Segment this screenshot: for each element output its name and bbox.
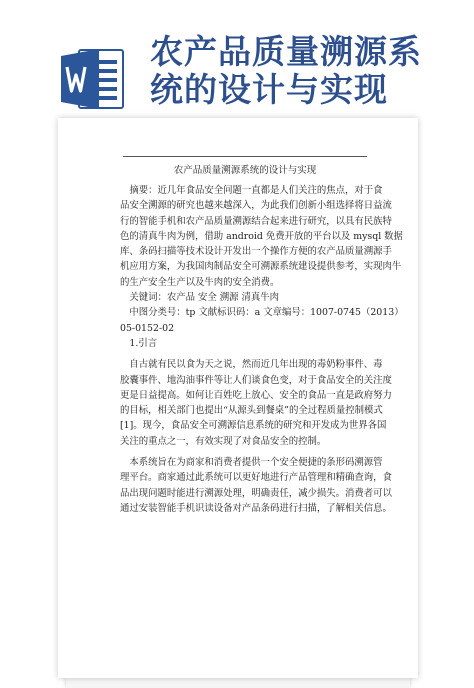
document-body: [120, 183, 404, 516]
system-line: 品出现问题时能进行溯源处理，明确责任，减少损失。消费者可以: [120, 487, 392, 499]
system-line: 理平台。商家通过此系统可以更好地进行产品管理和精确查询，食: [120, 472, 392, 484]
abstract-line: 品安全溯源的研究也越来越深入，为此我们创新小组选择将日益流: [120, 200, 392, 212]
abstract-line: 行的智能手机和农产品质量溯源结合起来进行研究，以具有民族特: [120, 215, 392, 227]
system-line: 本系统旨在为商家和消费者提供一个安全便捷的条形码溯源管: [120, 457, 383, 469]
document-title: 农产品质量溯源系统的设计与实现: [173, 165, 317, 176]
header-banner: [0, 0, 474, 110]
section-heading: 1.引言: [120, 337, 158, 349]
abstract-line: 的生产安全生产以及牛肉的安全消费。: [120, 276, 280, 288]
header-rule: [123, 156, 367, 157]
classification-line: 中图分类号：tp 文献标识码：a 文章编号：1007-0745（2013）: [120, 307, 404, 319]
abstract-line: 摘要：近几年食品安全问题一直都是人们关注的焦点，对于食: [120, 185, 383, 196]
banner-title-line-2: 统的设计与实现: [150, 70, 388, 109]
keywords-line: 关键词：农产品 安全 溯源 清真牛肉: [120, 292, 279, 304]
classification-line: 05-0152-02: [120, 322, 175, 334]
abstract-line: 库、条码扫描等技术设计开发出一个操作方便的农产品质量溯源手: [120, 246, 392, 258]
abstract-line: 机应用方案，为我国肉制品安全可溯源系统建设提供参考，实现肉牛: [120, 261, 402, 273]
system-line: 通过安装智能手机识读设备对产品条码进行扫描，了解相关信息。: [120, 502, 392, 514]
intro-line: [1]。现今，食品安全可溯源信息系统的研究和开发成为世界各国: [120, 420, 387, 432]
intro-line: 自古就有民以食为天之说，然而近几年出现的毒奶粉事件、毒: [120, 359, 383, 371]
intro-line: 胶囊事件、地沟油事件等让人们谈食色变，对于食品安全的关注度: [120, 374, 392, 386]
banner-title-line-1: 农产品质量溯源系: [150, 32, 422, 71]
abstract-line: 色的清真牛肉为例，借助 android 免费开放的平台以及 mysql 数据: [120, 230, 403, 242]
intro-line: 更是日益提高。如何让百姓吃上放心、安全的食品一直是政府努力: [120, 389, 392, 401]
intro-line: 关注的重点之一，有效实现了对食品安全的控制。: [120, 435, 327, 447]
intro-line: 的目标，相关部门也提出“从源头到餐桌”的全过程质量控制模式: [120, 405, 383, 417]
word-icon: [57, 44, 127, 114]
